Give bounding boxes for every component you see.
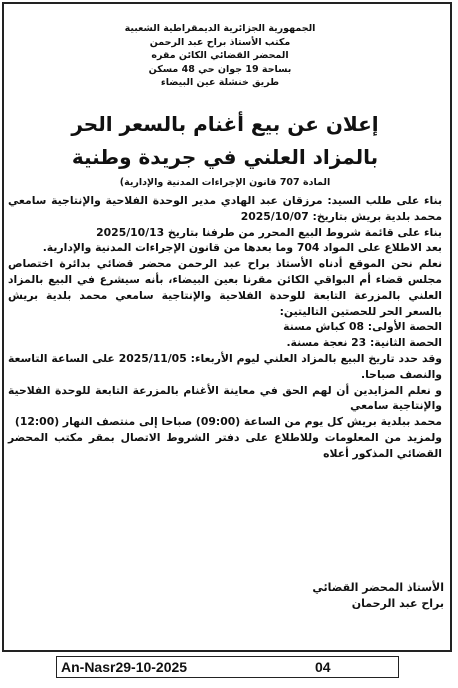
body-paragraph-conditions: بناء على قائمة شروط البيع المحرر من طرفنا بتاريخ 2025/10/13	[96, 225, 442, 239]
office-header	[70, 22, 370, 90]
body-paragraph-sale-date: وقد حدد تاريخ البيع بالمزاد العلني ليوم الأربعاء: 2025/11/05 على الساعة التاسعة والنصف صباحا.	[8, 351, 442, 381]
header-line-bailiff: المحضر القضائي الكائن مقره	[151, 50, 289, 61]
footer-newspaper-date: An-Nasr29-10-2025	[61, 659, 188, 675]
body-lot-2: الحصة الثانية: 23 نعجة مسنة.	[286, 336, 442, 350]
body-paragraph-request: بناء على طلب السيد: مرزقان عبد الهادي مدير الوحدة الفلاحية والإنتاجية سامعي محمد بلدية بريش بتاريخ: 2025/10/07	[8, 194, 442, 223]
body-paragraph-inspection: و نعلم المزايدين أن لهم الحق في معاينة الأغنام بالمزرعة التابعة للوحدة الفلاحية والإنتاجية سامعي	[8, 383, 442, 413]
body-paragraph-hours: محمد ببلدية بريش كل يوم من الساعة (09:00) صباحا إلى منتصف النهار (12:00)	[14, 415, 442, 429]
header-line-office: مكتب الأستاذ براح عبد الرحمن	[149, 36, 291, 48]
notice-title-secondary: بالمزاد العلني في جريدة وطنية	[71, 145, 379, 169]
header-line-republic: الجمهورية الجزائرية الديمقراطية الشعبية	[124, 23, 316, 34]
legal-reference: المادة 707 قانون الإجراءات المدنية والإدارية)	[119, 177, 331, 188]
body-paragraph-contact: ولمزيد من المعلومات وللاطلاع على دفتر الشروط الاتصال بمقر مكتب المحضر القضائي المذكور أعلاه	[8, 430, 442, 460]
notice-body	[8, 193, 442, 462]
notice-title: إعلان عن بيع أغنام بالسعر الحر	[71, 112, 379, 136]
signature-title: الأستاذ المحضر القضائي	[312, 581, 444, 594]
header-line-address: بساحة 19 جوان حي 48 مسكن	[148, 63, 292, 75]
body-paragraph-articles: بعد الاطلاع على المواد 704 وما بعدها من قانون الإجراءات المدنية والإدارية.	[42, 241, 442, 255]
signature-name: براح عبد الرحمان	[351, 597, 444, 610]
newspaper-footer	[56, 656, 399, 678]
signature-block	[312, 580, 444, 612]
body-paragraph-announcement: نعلم نحن الموقع أدناه الأستاذ براح عبد الرحمن محضر قضائي بدائرة اختصاص مجلس قضاء أم البواقي الكائن مقرنا بعين البيضاء، بأنه سيشرع في البيع بالمزاد العلني بالمزرعة التابعة للوحدة الفلاحية والإنتاجية سامعي محمد بلدية بريش بالسعر الحر للحصتين التاليتين:	[8, 257, 442, 318]
footer-page-number: 04	[315, 659, 331, 675]
header-line-road: طريق خنشلة عين البيضاء	[160, 77, 280, 88]
body-lot-1: الحصة الأولى: 08 كباش مسنة	[283, 320, 442, 334]
